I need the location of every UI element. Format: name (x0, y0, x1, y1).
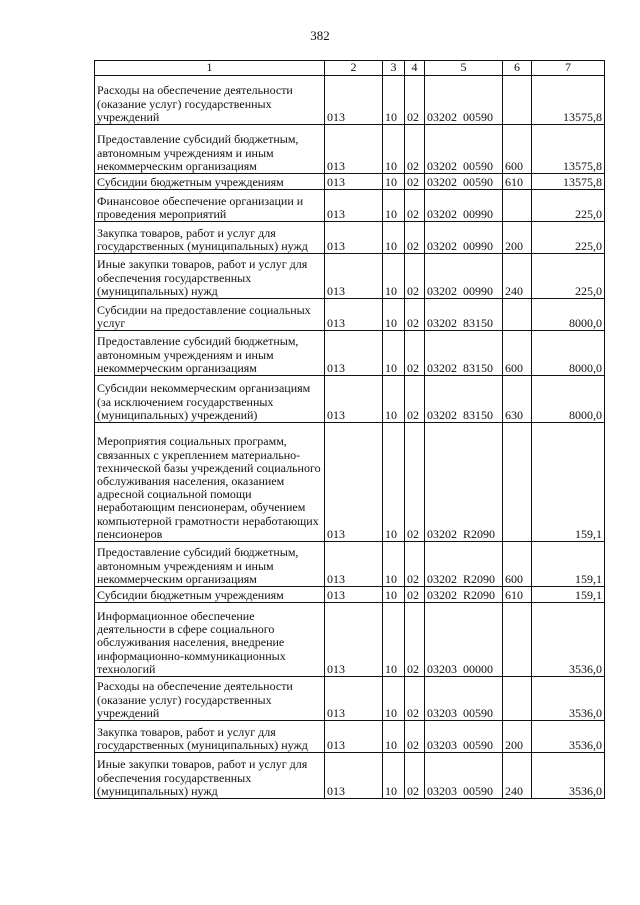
subsection-code: 02 (405, 423, 425, 542)
amount: 8000,0 (532, 299, 605, 331)
target-article-code: 03203 00590 (425, 721, 503, 753)
amount: 13575,8 (532, 125, 605, 174)
expense-type-code (503, 299, 532, 331)
ministry-code: 013 (325, 222, 383, 254)
amount: 159,1 (532, 587, 605, 603)
ministry-code: 013 (325, 587, 383, 603)
ministry-code: 013 (325, 677, 383, 721)
section-code: 10 (383, 190, 405, 222)
subsection-code: 02 (405, 222, 425, 254)
subsection-code: 02 (405, 587, 425, 603)
ministry-code: 013 (325, 125, 383, 174)
header-col-3: 3 (383, 61, 405, 76)
expense-type-code (503, 423, 532, 542)
subsection-code: 02 (405, 254, 425, 299)
table-row (95, 254, 605, 299)
subsection-code: 02 (405, 76, 425, 125)
table-row (95, 174, 605, 190)
section-code: 10 (383, 76, 405, 125)
row-description: Закупка товаров, работ и услуг для государственных (муниципальных) нужд (95, 721, 325, 753)
table-row (95, 190, 605, 222)
subsection-code: 02 (405, 753, 425, 799)
table-row (95, 542, 605, 587)
section-code: 10 (383, 423, 405, 542)
ministry-code: 013 (325, 76, 383, 125)
amount: 3536,0 (532, 721, 605, 753)
row-description: Закупка товаров, работ и услуг для государственных (муниципальных) нужд (95, 222, 325, 254)
row-description: Иные закупки товаров, работ и услуг для обеспечения государственных (муниципальных) нужд (95, 254, 325, 299)
target-article-code: 03203 00590 (425, 753, 503, 799)
section-code: 10 (383, 174, 405, 190)
expense-type-code: 200 (503, 222, 532, 254)
expense-type-code: 610 (503, 587, 532, 603)
amount: 8000,0 (532, 331, 605, 376)
amount: 13575,8 (532, 76, 605, 125)
target-article-code: 03202 R2090 (425, 587, 503, 603)
ministry-code: 013 (325, 423, 383, 542)
expense-type-code: 200 (503, 721, 532, 753)
target-article-code: 03202 R2090 (425, 423, 503, 542)
page-number: 382 (310, 28, 330, 43)
ministry-code: 013 (325, 331, 383, 376)
expense-type-code (503, 76, 532, 125)
table-row (95, 587, 605, 603)
table-row (95, 222, 605, 254)
subsection-code: 02 (405, 190, 425, 222)
amount: 159,1 (532, 542, 605, 587)
table-row (95, 331, 605, 376)
row-description: Расходы на обеспечение деятельности (оказание услуг) государственных учреждений (95, 677, 325, 721)
expense-type-code: 240 (503, 254, 532, 299)
section-code: 10 (383, 753, 405, 799)
target-article-code: 03202 00590 (425, 125, 503, 174)
ministry-code: 013 (325, 190, 383, 222)
target-article-code: 03203 00590 (425, 677, 503, 721)
target-article-code: 03202 R2090 (425, 542, 503, 587)
ministry-code: 013 (325, 721, 383, 753)
target-article-code: 03202 83150 (425, 376, 503, 423)
header-col-6: 6 (503, 61, 532, 76)
target-article-code: 03202 00990 (425, 222, 503, 254)
table-row (95, 376, 605, 423)
amount: 225,0 (532, 190, 605, 222)
section-code: 10 (383, 587, 405, 603)
section-code: 10 (383, 677, 405, 721)
target-article-code: 03202 83150 (425, 299, 503, 331)
subsection-code: 02 (405, 299, 425, 331)
amount: 13575,8 (532, 174, 605, 190)
target-article-code: 03203 00000 (425, 603, 503, 677)
amount: 3536,0 (532, 603, 605, 677)
table-row (95, 423, 605, 542)
header-row (95, 61, 605, 76)
section-code: 10 (383, 125, 405, 174)
ministry-code: 013 (325, 299, 383, 331)
expense-type-code (503, 677, 532, 721)
row-description: Мероприятия социальных программ, связанных с укреплением материально-технической базы учреждений социального обслуживания населения, оказанием адресной социальной помощи неработающим пенсионерам, обучением компьютерной грамотности неработающих пенсионеров (95, 423, 325, 542)
expense-type-code: 630 (503, 376, 532, 423)
subsection-code: 02 (405, 721, 425, 753)
table-row (95, 125, 605, 174)
header-col-2: 2 (325, 61, 383, 76)
subsection-code: 02 (405, 376, 425, 423)
row-description: Субсидии на предоставление социальных услуг (95, 299, 325, 331)
expense-type-code: 600 (503, 125, 532, 174)
section-code: 10 (383, 331, 405, 376)
subsection-code: 02 (405, 174, 425, 190)
header-col-5: 5 (425, 61, 503, 76)
row-description: Субсидии некоммерческим организациям (за исключением государственных (муниципальных) учреждений) (95, 376, 325, 423)
target-article-code: 03202 00990 (425, 190, 503, 222)
section-code: 10 (383, 376, 405, 423)
table-row (95, 299, 605, 331)
subsection-code: 02 (405, 542, 425, 587)
ministry-code: 013 (325, 254, 383, 299)
table-row (95, 677, 605, 721)
target-article-code: 03202 00590 (425, 76, 503, 125)
header-col-4: 4 (405, 61, 425, 76)
target-article-code: 03202 00590 (425, 174, 503, 190)
target-article-code: 03202 00990 (425, 254, 503, 299)
expense-type-code: 240 (503, 753, 532, 799)
table-row (95, 721, 605, 753)
subsection-code: 02 (405, 603, 425, 677)
row-description: Субсидии бюджетным учреждениям (95, 587, 325, 603)
amount: 3536,0 (532, 677, 605, 721)
row-description: Информационное обеспечение деятельности в сфере социального обслуживания населения, внедрение информационно-коммуникационных технологий (95, 603, 325, 677)
budget-table (94, 60, 605, 799)
target-article-code: 03202 83150 (425, 331, 503, 376)
table-body (95, 76, 605, 799)
table-row (95, 603, 605, 677)
section-code: 10 (383, 542, 405, 587)
expense-type-code: 610 (503, 174, 532, 190)
subsection-code: 02 (405, 125, 425, 174)
subsection-code: 02 (405, 331, 425, 376)
amount: 8000,0 (532, 376, 605, 423)
header-col-1: 1 (95, 61, 325, 76)
ministry-code: 013 (325, 603, 383, 677)
ministry-code: 013 (325, 174, 383, 190)
amount: 225,0 (532, 222, 605, 254)
row-description: Предоставление субсидий бюджетным, автономным учреждениям и иным некоммерческим организациям (95, 542, 325, 587)
expense-type-code: 600 (503, 331, 532, 376)
row-description: Субсидии бюджетным учреждениям (95, 174, 325, 190)
section-code: 10 (383, 222, 405, 254)
amount: 159,1 (532, 423, 605, 542)
row-description: Финансовое обеспечение организации и проведения мероприятий (95, 190, 325, 222)
row-description: Расходы на обеспечение деятельности (оказание услуг) государственных учреждений (95, 76, 325, 125)
table-row (95, 76, 605, 125)
expense-type-code (503, 190, 532, 222)
expense-type-code: 600 (503, 542, 532, 587)
subsection-code: 02 (405, 677, 425, 721)
amount: 225,0 (532, 254, 605, 299)
amount: 3536,0 (532, 753, 605, 799)
section-code: 10 (383, 721, 405, 753)
section-code: 10 (383, 299, 405, 331)
header-col-7: 7 (532, 61, 605, 76)
ministry-code: 013 (325, 753, 383, 799)
section-code: 10 (383, 254, 405, 299)
ministry-code: 013 (325, 542, 383, 587)
row-description: Предоставление субсидий бюджетным, автономным учреждениям и иным некоммерческим организациям (95, 125, 325, 174)
row-description: Иные закупки товаров, работ и услуг для обеспечения государственных (муниципальных) нужд (95, 753, 325, 799)
ministry-code: 013 (325, 376, 383, 423)
table-row (95, 753, 605, 799)
expense-type-code (503, 603, 532, 677)
section-code: 10 (383, 603, 405, 677)
row-description: Предоставление субсидий бюджетным, автономным учреждениям и иным некоммерческим организациям (95, 331, 325, 376)
